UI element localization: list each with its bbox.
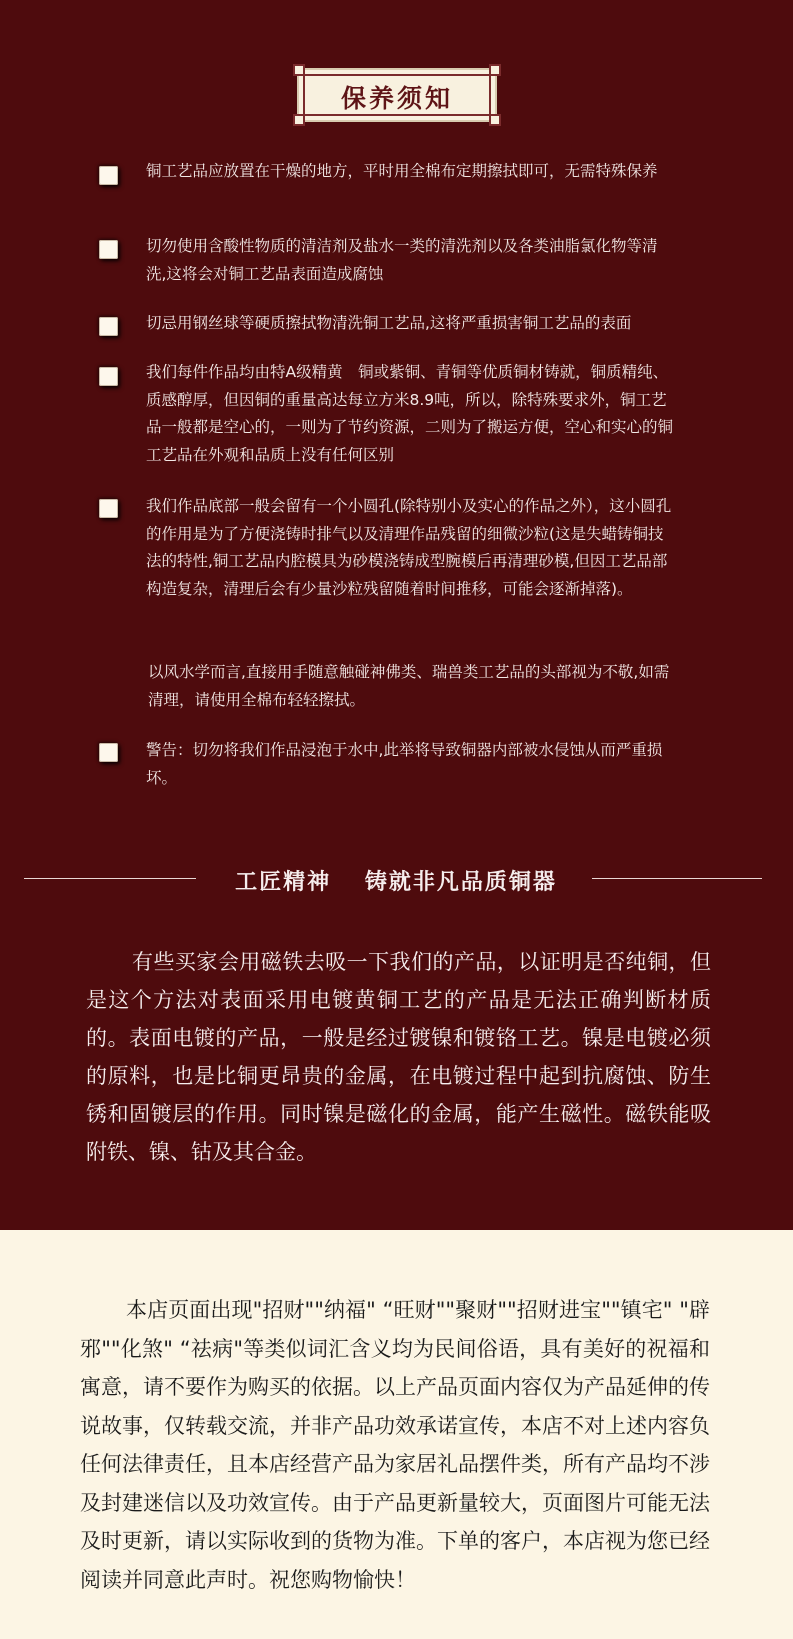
care-item: 铜工艺品应放置在干燥的地方，平时用全棉布定期擦拭即可，无需特殊保养 bbox=[146, 162, 658, 180]
disclaimer-paragraph: 本店页面出现"招财""纳福" “旺财""聚财""招财进宝""镇宅" "辟邪""化煞" “祛病"等类似词汇含义均为民间俗语，具有美好的祝福和寓意，请不要作为购买的依据。以上产品页面内容仅为产品延伸的传说故事，仅转载交流，并非产品功效承诺宣传，本店不对上述内容负任何法律责任，且本店经营产品为家居礼品摆件类，所有产品均不涉及封建迷信以及功效宣传。由于产品更新量较大，页面图片可能无法及时更新，请以实际收到的货物为准。下单的客户，本店视为您已经阅读并同意此声时。祝您购物愉快！ bbox=[80, 1298, 710, 1592]
care-item: 我们每件作品均由特A级精黄 铜或紫铜、青铜等优质铜材铸就，铜质精纯、质感醇厚，但因铜的重量高达每立方米8.9吨，所以，除特殊要求外，铜工艺品一般都是空心的，一则为了节约资源，二则为了搬运方便，空心和实心的铜工艺品在外观和品质上没有任何区别 bbox=[146, 363, 674, 464]
care-note: 以风水学而言,直接用手随意触碰神佛类、瑞兽类工艺品的头部视为不敬,如需清理，请使用全棉布轻轻擦拭。 bbox=[148, 663, 670, 709]
checkbox-icon bbox=[99, 317, 118, 336]
checkbox-icon bbox=[99, 743, 118, 762]
checkbox-icon bbox=[99, 499, 118, 518]
care-heading: 保养须知 bbox=[340, 84, 453, 113]
divider-line-left bbox=[24, 878, 196, 879]
care-heading-badge bbox=[297, 68, 497, 122]
checkbox-icon bbox=[99, 240, 118, 259]
care-item: 切忌用钢丝球等硬质擦拭物清洗铜工艺品,这将严重损害铜工艺品的表面 bbox=[146, 314, 632, 332]
badge-corner bbox=[293, 114, 305, 126]
care-item: 我们作品底部一般会留有一个小圆孔(除特别小及实心的作品之外），这小圆孔的作用是为了方便浇铸时排气以及清理作品残留的细微沙粒(这是失蜡铸铜技法的特性,铜工艺品内腔模具为砂模浇铸成型腕模后再清理砂模,但因工艺品部构造复杂，清理后会有少量沙粒残留随着时间推移，可能会逐渐掉落)。 bbox=[146, 497, 672, 598]
badge-corner bbox=[293, 64, 305, 76]
badge-corner bbox=[489, 64, 501, 76]
section-divider-title: 工匠精神 铸就非凡品质铜器 bbox=[235, 870, 557, 895]
divider-line-right bbox=[592, 878, 762, 879]
care-item: 切勿使用含酸性物质的清洁剂及盐水一类的清洗剂以及各类油脂氯化物等清洗,这将会对铜工艺品表面造成腐蚀 bbox=[146, 237, 658, 283]
care-item: 警告：切勿将我们作品浸泡于水中,此举将导致铜器内部被水侵蚀从而严重损坏。 bbox=[146, 741, 663, 787]
magnet-paragraph: 有些买家会用磁铁去吸一下我们的产品，以证明是否纯铜，但是这个方法对表面采用电镀黄铜工艺的产品是无法正确判断材质的。表面电镀的产品，一般是经过镀镍和镀铬工艺。镍是电镀必须的原料，也是比铜更昂贵的金属，在电镀过程中起到抗腐蚀、防生锈和固镀层的作用。同时镍是磁化的金属，能产生磁性。磁铁能吸附铁、镍、钴及其合金。 bbox=[86, 950, 711, 1164]
badge-corner bbox=[489, 114, 501, 126]
checkbox-icon bbox=[99, 166, 118, 185]
checkbox-icon bbox=[99, 367, 118, 386]
